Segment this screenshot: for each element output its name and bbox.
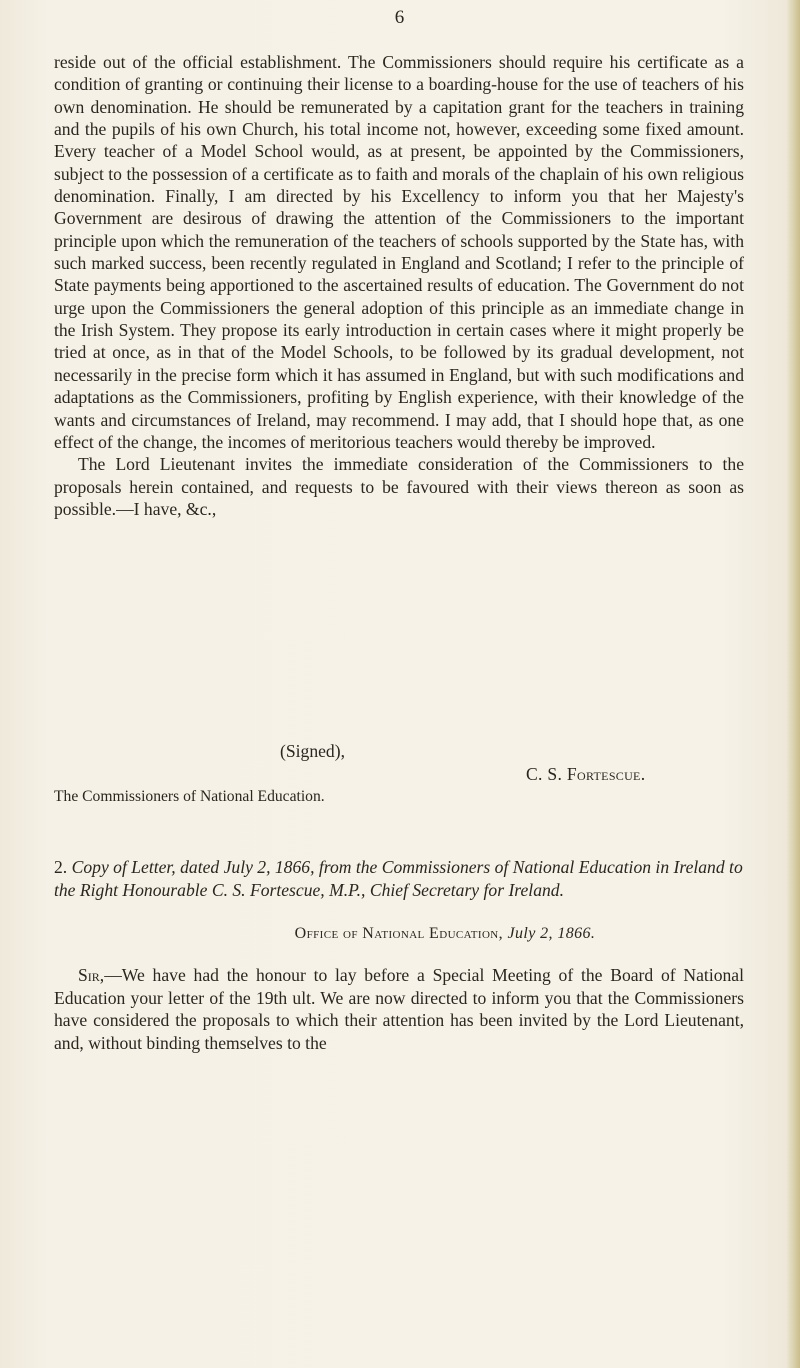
- section-number: 2.: [54, 857, 68, 877]
- body-paragraph: reside out of the official establishment. The Commissioners should require his certificate as a condition of granting or continuing their license to a boarding-house for the use of teachers of his own denomination. He should be remunerated by a capitation grant for the teachers in training and the pupils of his own Church, his total income not, however, exceeding some fixed amount. Every teacher of a Model School would, as at present, be appointed by the Commissioners, subject to the possession of a certificate as to faith and morals of the chaplain of his own religious denomination. Finally, I am directed by his Excellency to inform you that her Majesty's Government are desirous of drawing the attention of the Commissioners to the important principle upon which the remuneration of the teachers of schools supported by the State has, with such marked success, been recently regulated in England and Scotland; I refer to the principle of State payments being apportioned to the ascertained results of education. The Government do not urge upon the Commissioners the general adoption of this principle as an immediate change in the Irish System. They propose its early introduction in certain cases where it might properly be tried at once, as in that of the Model Schools, to be followed by its gradual development, not necessarily in the precise form which it has assumed in England, but with such modifications and adaptations as the Commissioners, profiting by English experience, with their knowledge of the wants and circumstances of Ireland, may recommend. I may add, that I should hope that, as one effect of the change, the incomes of meritorious teachers would thereby be improved.: [54, 52, 744, 452]
- signed-label: (Signed),: [280, 741, 345, 761]
- addressee: The Commissioners of National Education.: [54, 788, 325, 805]
- signature-initials: C. S.: [526, 764, 563, 784]
- office-dateline: [0, 925, 800, 943]
- letter-text: —We have had the honour to lay before a Special Meeting of the Board of National Education your letter of the 19th ult. We are now directed to inform you that the Commissioners have considered the proposals to which their attention has been invited by the Lord Lieutenant, and, without binding themselves to the: [54, 965, 744, 1053]
- office-place: Office of National Education,: [294, 925, 504, 942]
- section-title: Copy of Letter, dated July 2, 1866, from the Commissioners of National Education in Ireland to the Right Honourable C. S. Fortescue, M.P., Chief Secretary for Ireland.: [54, 857, 743, 900]
- page-number: 6: [394, 7, 406, 28]
- closing-paragraph: The Lord Lieutenant invites the immediate consideration of the Commissioners to the proposals herein contained, and requests to be favoured with their views thereon as soon as possible.—I have, &c.,: [54, 454, 744, 519]
- signature-surname: Fortescue.: [566, 764, 646, 784]
- page-edge-shadow: [786, 0, 800, 1368]
- section-heading: [54, 856, 744, 901]
- office-date: July 2, 1866.: [507, 925, 596, 942]
- body-text: [54, 51, 744, 520]
- letter-body: [54, 964, 744, 1054]
- letter-salutation: Sir,: [78, 965, 105, 985]
- signature: [526, 764, 645, 785]
